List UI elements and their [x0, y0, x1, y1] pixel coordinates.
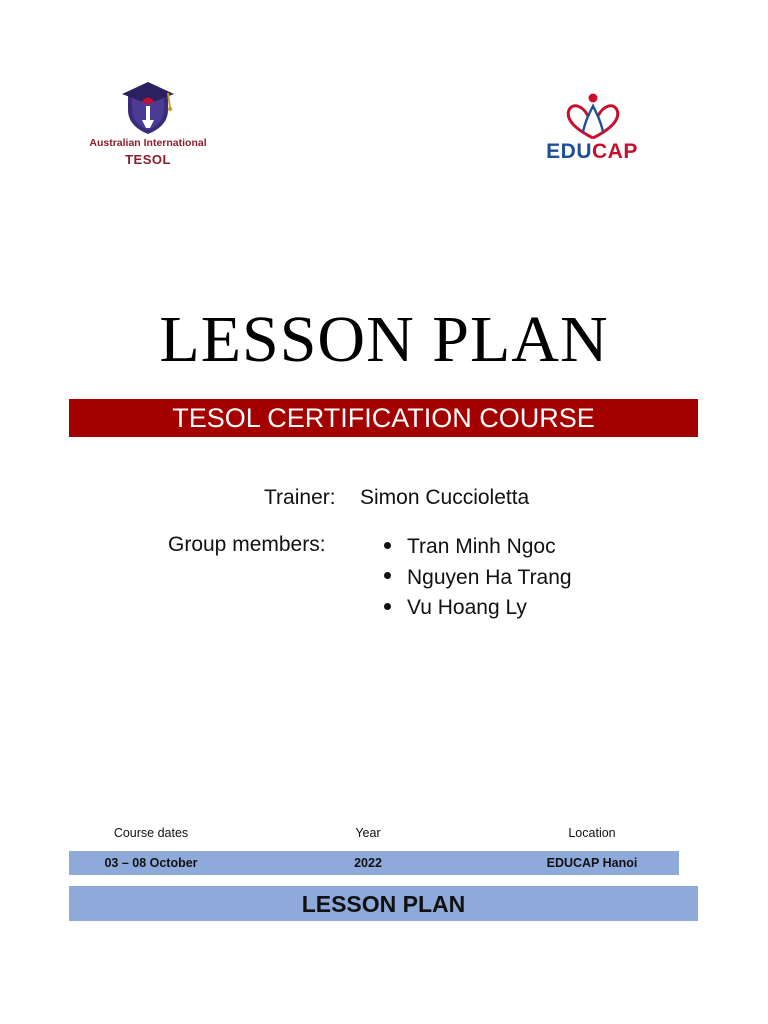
educap-wordmark — [533, 140, 651, 164]
location-value: EDUCAP Hanoi — [546, 856, 638, 870]
member-name: Tran Minh Ngoc — [407, 535, 556, 558]
member-name: Nguyen Ha Trang — [407, 565, 572, 589]
trainer-name: Simon Cuccioletta — [360, 486, 530, 509]
educap-figure-icon — [533, 88, 651, 142]
list-item — [384, 563, 572, 594]
educap-logo — [533, 88, 651, 178]
location-header: Location — [568, 826, 616, 840]
australian-international-tesol-logo — [78, 80, 218, 172]
member-name: Vu Hoang Ly — [407, 596, 527, 619]
educap-edu: EDU — [546, 140, 592, 163]
educap-cap: CAP — [592, 140, 638, 163]
lesson-plan-heading: LESSON PLAN — [69, 886, 698, 921]
graduation-cap-icon — [78, 80, 218, 136]
year-value: 2022 — [354, 856, 382, 870]
bullet-icon — [384, 572, 391, 579]
course-dates-value: 03 – 08 October — [104, 856, 198, 870]
trainer-label: Trainer: — [264, 486, 336, 509]
bullet-icon — [384, 542, 391, 549]
document-title: LESSON PLAN — [159, 303, 609, 376]
course-dates-header: Course dates — [113, 826, 189, 840]
bullet-icon — [384, 603, 391, 610]
logo-left-line2: TESOL — [125, 152, 171, 167]
group-members-label: Group members: — [168, 533, 326, 556]
year-header: Year — [355, 826, 381, 840]
list-item — [384, 593, 572, 624]
course-banner: TESOL CERTIFICATION COURSE — [69, 399, 698, 437]
list-item — [384, 532, 572, 563]
logo-left-line1: Australian International — [89, 137, 207, 149]
group-members-list — [384, 532, 572, 624]
